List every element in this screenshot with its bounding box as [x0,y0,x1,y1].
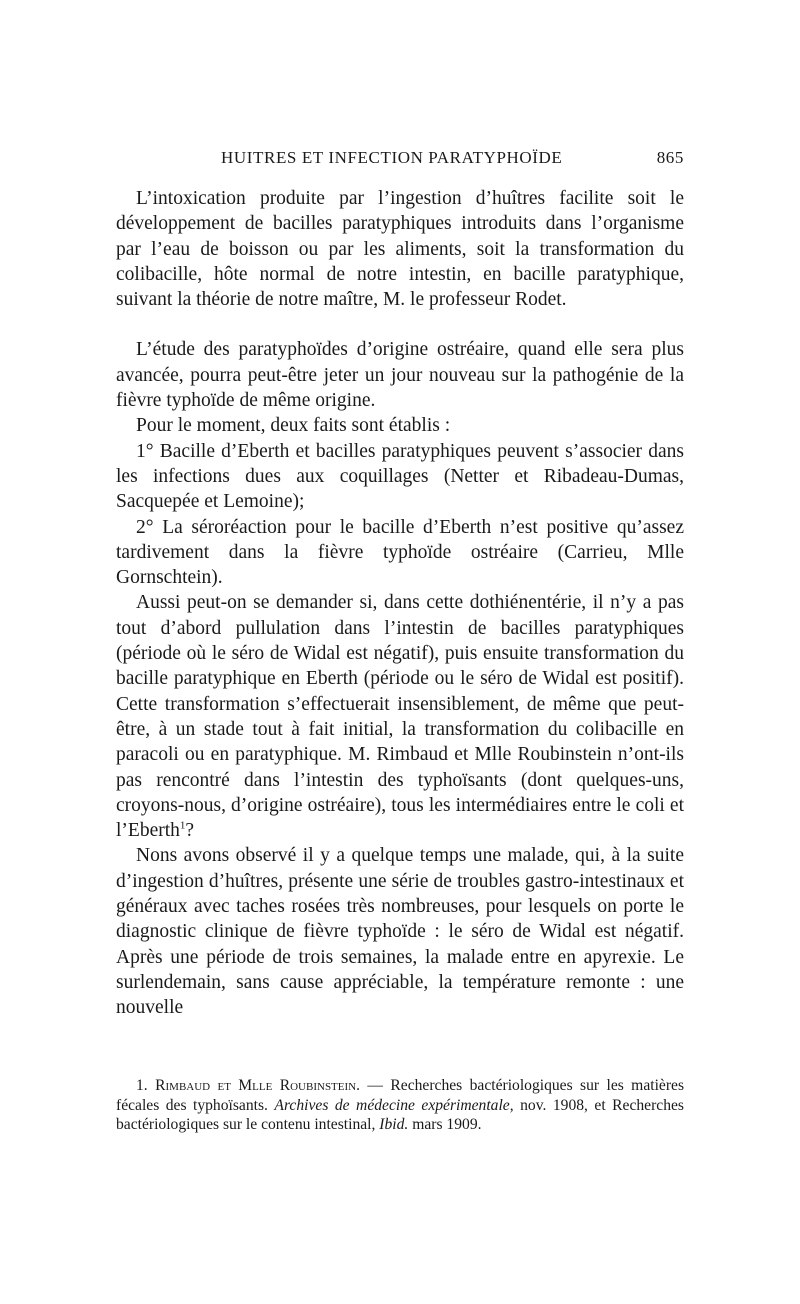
paragraph-paratyphoid-study: L’étude des paratyphoïdes d’origine ostréaire, quand elle sera plus avancée, pourra peut-être jeter un jour nouveau sur la pathogénie de la fièvre typhoïde de même origine. [116,339,684,412]
page-number: 865 [656,148,684,167]
footnote-authors: Rimbaud et Mlle Roubinstein. [155,1077,361,1094]
paragraph-transformation-hypothesis [116,590,684,843]
footnote [116,1076,684,1135]
paragraph-two-facts: Pour le moment, deux faits sont établis : [136,415,451,437]
page-header [116,148,684,172]
transformation-text: Aussi peut-on se demander si, dans cette dothiénentérie, il n’y a pas tout d’abord pullulation dans l’intestin de bacilles paratyphiques (période où le séro de Widal est négatif), puis ensuite transformation du bacille paratyphique en Eberth (période ou le séro de Widal est positif). Cette transformation s’effectuerait insensiblement, de même que peut-être, à un stade tout à fait initial, la transformation du colibacille en paracoli ou en paratyphique. M. Rimbaud et Mlle Roubinstein n’ont-ils pas rencontré dans l’intestin des typhoïsants (dont quelques-uns, croyons-nous, d’origine ostréaire), tous les intermédiaires entre le coli et l’Eberth [116,592,684,842]
paragraph-fact-one: 1° Bacille d’Eberth et bacilles paratyphiques peuvent s’associer dans les infections dues aux coquillages (Netter et Ribadeau-Dumas, Sacquepée et Lemoine); [116,440,684,513]
body-text [116,186,684,1021]
footnote-reference: 1 [179,819,186,832]
running-title: HUITRES ET INFECTION PARATYPHOÏDE [221,148,563,167]
footnotes [116,1076,684,1135]
footnote-text-part-2: , nov. 1908, et Recherches bactériologiques sur le contenu intestinal, [116,1096,684,1133]
footnote-journal-archives: Archives de médecine expérimentale [274,1096,510,1114]
footnote-text-part-1: — Recherches bactériologiques sur les matières fécales des typhoïsants. [116,1077,685,1114]
paragraph-fact-two: 2° La séroréaction pour le bacille d’Eberth n’est positive qu’assez tardivement dans la fièvre typhoïde ostréaire (Carrieu, Mlle Gornschtein). [116,516,684,589]
paragraph-case-observation: Nons avons observé il y a quelque temps une malade, qui, à la suite d’ingestion d’huîtres, présente une série de troubles gastro-intestinaux et généraux avec taches rosées très nombreuses, pour lesquels on porte le diagnostic clinique de fièvre typhoïde : le séro de Widal est négatif. Après une période de trois semaines, la malade entre en apyrexie. Le surlendemain, sans cause appréciable, la température remonte : une nouvelle [116,845,684,1019]
footnote-journal-ibid: Ibid. [379,1116,409,1133]
footnote-reference-trailer: ? [185,820,195,842]
footnote-number: 1. [136,1077,148,1094]
paragraph-intoxication: L’intoxication produite par l’ingestion d’huîtres facilite soit le développement de bacilles paratyphiques introduits dans l’organisme par l’eau de boisson ou par les aliments, soit la transformation du colibacille, hôte normal de notre intestin, en bacille paratyphique, suivant la théorie de notre maître, M. le professeur Rodet. [116,188,684,311]
footnote-text-part-3: mars 1909. [408,1116,482,1133]
